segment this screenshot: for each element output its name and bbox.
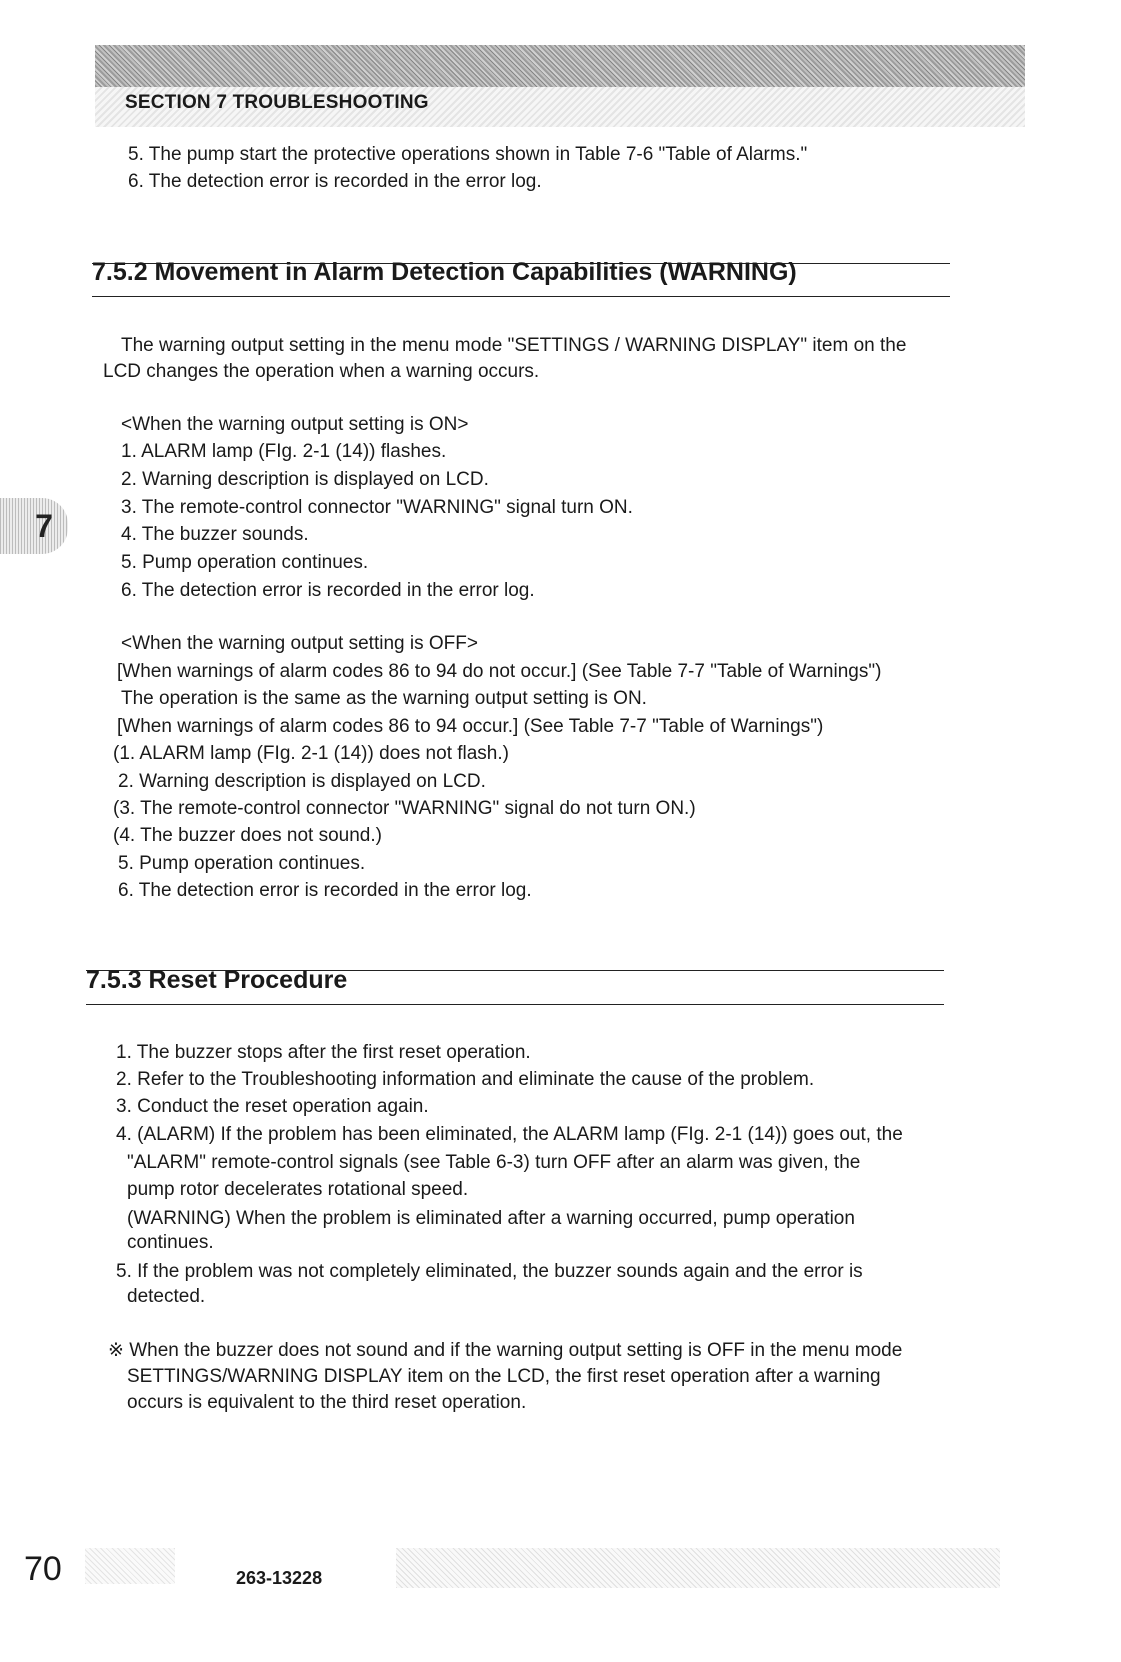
document-number: 263-13228 [236,1568,323,1588]
warning-off-case: [When warnings of alarm codes 86 to 94 do not occur.] (See Table 7-7 "Table of Warnings") [117,661,882,682]
warning-off-case: [When warnings of alarm codes 86 to 94 occur.] (See Table 7-7 "Table of Warnings") [117,716,824,737]
list-item-continued: (WARNING) When the problem is eliminated after a warning occurred, pump operation [127,1208,855,1229]
chapter-tab-number: 7 [35,507,53,544]
list-item: 4. The buzzer sounds. [121,524,309,545]
paragraph-line: LCD changes the operation when a warning occurs. [103,361,540,382]
list-item-continued: "ALARM" remote-control signals (see Table 6-3) turn OFF after an alarm was given, the [127,1152,861,1173]
footer-pattern [85,1548,175,1584]
note-line: SETTINGS/WARNING DISPLAY item on the LCD, the first reset operation after a warning [127,1366,881,1387]
list-item: 6. The detection error is recorded in the error log. [118,880,532,901]
paragraph-line: The warning output setting in the menu mode "SETTINGS / WARNING DISPLAY" item on the [121,335,907,356]
note-line: occurs is equivalent to the third reset operation. [127,1392,527,1413]
list-item: 1. ALARM lamp (FIg. 2-1 (14)) flashes. [121,441,447,462]
page-number: 70 [24,1550,62,1588]
note-line: ※ When the buzzer does not sound and if the warning output setting is OFF in the menu mode [108,1340,903,1361]
list-item: (4. The buzzer does not sound.) [113,825,382,846]
warning-off-note: The operation is the same as the warning output setting is ON. [121,688,647,709]
list-item: 4. (ALARM) If the problem has been eliminated, the ALARM lamp (FIg. 2-1 (14)) goes out, the [116,1124,903,1145]
warning-on-heading: <When the warning output setting is ON> [121,414,469,435]
section-title-752: 7.5.2 Movement in Alarm Detection Capabilities (WARNING) [92,258,797,286]
section-header: SECTION 7 TROUBLESHOOTING [125,92,429,113]
list-item: (1. ALARM lamp (FIg. 2-1 (14)) does not flash.) [113,743,509,764]
list-item: 6. The detection error is recorded in the error log. [121,580,535,601]
list-item-continued: continues. [127,1232,214,1253]
list-item-continued: detected. [127,1286,206,1307]
chapter-tab [0,498,68,554]
list-item-continued: pump rotor decelerates rotational speed. [127,1179,469,1200]
list-item: 5. Pump operation continues. [118,853,366,874]
intro-item: 5. The pump start the protective operations shown in Table 7-6 "Table of Alarms." [128,144,808,165]
list-item: (3. The remote-control connector "WARNING" signal do not turn ON.) [113,798,696,819]
list-item: 3. Conduct the reset operation again. [116,1096,429,1117]
list-item: 5. Pump operation continues. [121,552,369,573]
list-item: 2. Refer to the Troubleshooting information and eliminate the cause of the problem. [116,1069,815,1090]
section-title-753: 7.5.3 Reset Procedure [86,966,348,994]
list-item: 3. The remote-control connector "WARNING" signal turn ON. [121,497,633,518]
warning-off-heading: <When the warning output setting is OFF> [121,633,478,654]
header-band [95,45,1025,87]
list-item: 2. Warning description is displayed on LCD. [121,469,489,490]
list-item: 1. The buzzer stops after the first reset operation. [116,1042,531,1063]
intro-item: 6. The detection error is recorded in the error log. [128,171,542,192]
section-rule-bottom [92,296,950,297]
footer-pattern [396,1548,1000,1588]
list-item: 5. If the problem was not completely eliminated, the buzzer sounds again and the error is [116,1261,863,1282]
section-rule-bottom [86,1004,944,1005]
list-item: 2. Warning description is displayed on LCD. [118,771,486,792]
